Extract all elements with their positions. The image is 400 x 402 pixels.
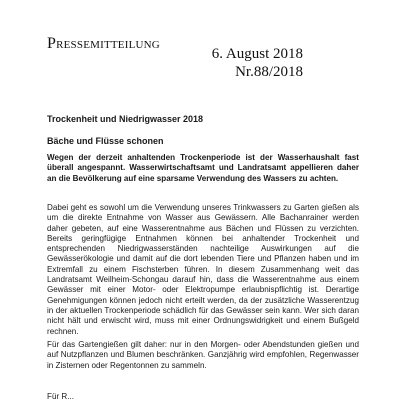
article-cut-line: Für R... — [47, 392, 74, 401]
article-lead: Wegen der derzeit anhaltenden Trockenperiode ist der Wasserhaushalt fast überall angespannt. Wasserwirtschaftsamt und Landratsamt appellieren daher an die Bevölkerung auf eine sparsame Verwendung des Wassers zu achten. — [47, 153, 359, 183]
article-subtitle: Bäche und Flüsse schonen — [47, 136, 164, 146]
article-title: Trockenheit und Niedrigwasser 2018 — [47, 114, 204, 124]
article-paragraph-2: Für das Gartengießen gilt daher: nur in den Morgen- oder Abendstunden gießen und auf Nutzpflanzen und Blumen beschränken. Ganzjährig wird empfohlen, Regenwasser in Zisternen oder Regentonnen zu sammeln. — [47, 340, 359, 370]
article-paragraph-1: Dabei geht es sowohl um die Verwendung unseres Trinkwassers zu Garten gießen als um die direkte Entnahme von Wasser aus Gewässern. Alle Bachanrainer werden daher gebeten, auf eine Wasserentnahme aus Bächen und Flüssen zu verzichten. Bereits geringfügige Entnahmen können bei anhaltender Trockenheit und entsprechenden Niedrigwasserständen nachteilige Auswirkungen auf die Gewässerökologie und damit auf die dort lebenden Tiere und Pflanzen haben und im Extremfall zu einem Fischsterben führen. In diesem Zusammenhang weit das Landratsamt Weilheim-Schongau darauf hin, dass die Wasserentnahme aus einem Gewässer mit einer Motor- oder Elektropumpe erlaubnispflichtig ist. Derartige Genehmigungen können jedoch nicht erteilt werden, da der zusätzliche Wasserentzug in der aktuellen Trockenperiode schädlich für das Gewässer sein kann. Wer sich daran nicht hält und erwischt wird, muss mit einer Ordnungswidrigkeit und einem Bußgeld rechnen. — [47, 203, 359, 336]
release-number: Nr.88/2018 — [235, 64, 303, 80]
document-header-title: Pressemitteilung — [47, 35, 160, 52]
release-date: 6. August 2018 — [211, 46, 303, 62]
